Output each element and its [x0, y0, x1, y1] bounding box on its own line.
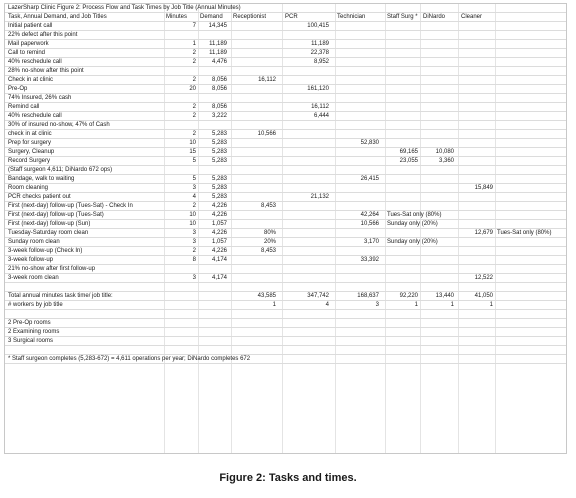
minutes-cell: 10	[189, 221, 196, 227]
table-row	[5, 49, 566, 58]
demand-cell: 4,174	[211, 257, 227, 263]
demand-cell: 5,283	[211, 185, 227, 191]
minutes-cell: 5	[192, 176, 196, 182]
minutes-cell: 3	[192, 230, 196, 236]
header-cleaner: Cleaner	[461, 14, 483, 20]
demand-cell: 14,345	[208, 23, 227, 29]
demand-cell: 8,056	[211, 104, 227, 110]
table-row	[5, 103, 566, 112]
table-row	[5, 85, 566, 94]
minutes-cell: 3	[192, 239, 196, 245]
table-row	[5, 319, 566, 328]
demand-cell: 5,283	[211, 158, 227, 164]
demand-cell: 5,283	[211, 176, 227, 182]
task-label: Initial patient call	[8, 23, 53, 29]
technician-cell: 26,415	[360, 176, 379, 182]
minutes-cell: 2	[192, 104, 196, 110]
task-label: Pre-Op	[8, 86, 28, 92]
technician-cell: 10,566	[360, 221, 379, 227]
table-row	[5, 256, 566, 265]
technician-cell: 52,830	[360, 140, 379, 146]
technician-cell: 168,637	[357, 293, 379, 299]
minutes-cell: 2	[192, 131, 196, 137]
table-row	[5, 328, 566, 337]
minutes-cell: 2	[192, 50, 196, 56]
receptionist-cell: 20%	[263, 239, 276, 245]
demand-cell: 11,189	[209, 41, 227, 47]
table-row	[5, 148, 566, 157]
table-row	[5, 166, 566, 175]
receptionist-cell: 8,453	[260, 203, 276, 209]
technician-cell: 3	[375, 302, 379, 308]
table-row	[5, 67, 566, 76]
table-row	[5, 229, 566, 238]
minutes-cell: 20	[189, 86, 196, 92]
table-row	[5, 94, 566, 103]
table-row	[5, 139, 566, 148]
cleaner-note: Tues-Sat only (80%)	[497, 230, 552, 236]
task-label: PCR checks patient out	[8, 194, 71, 200]
task-label: Total annual minutes task time/ job title:	[8, 293, 113, 299]
task-label: Sunday room clean	[8, 239, 60, 245]
task-label: Tuesday-Saturday room clean	[8, 230, 89, 236]
staff-surg-cell: 92,220	[399, 293, 418, 299]
pcr-cell: 161,120	[307, 86, 329, 92]
task-label: check in at clinic	[8, 131, 52, 137]
table-row	[5, 76, 566, 85]
task-label: 2 Pre-Op rooms	[8, 320, 51, 326]
demand-cell: 4,226	[211, 203, 227, 209]
pcr-cell: 4	[325, 302, 329, 308]
pcr-cell: 347,742	[307, 293, 329, 299]
table-row	[5, 220, 566, 229]
header-staff-surg: Staff Surg *	[387, 14, 418, 20]
table-row	[5, 355, 566, 364]
demand-cell: 8,056	[211, 77, 227, 83]
minutes-cell: 2	[192, 113, 196, 119]
task-label: Prep for surgery	[8, 140, 52, 146]
minutes-cell: 3	[192, 275, 196, 281]
minutes-cell: 2	[192, 203, 196, 209]
dinardo-cell: 3,360	[438, 158, 454, 164]
receptionist-cell: 80%	[263, 230, 276, 236]
task-label: * Staff surgeon completes (5,283-672) = 4,611 operations per year; DiNardo completes 672	[8, 356, 251, 362]
table-row	[5, 157, 566, 166]
header-demand: Demand	[200, 14, 223, 20]
demand-cell: 4,226	[211, 230, 227, 236]
table-row	[5, 40, 566, 49]
task-label: First (next-day) follow-up (Sun)	[8, 221, 91, 227]
staff-surg-cell: 23,055	[399, 158, 418, 164]
demand-cell: 1,057	[211, 239, 227, 245]
header-task: Task, Annual Demand, and Job Titles	[8, 14, 107, 20]
row-note: Tues-Sat only (80%)	[387, 212, 442, 218]
minutes-cell: 8	[192, 257, 196, 263]
table-row	[5, 274, 566, 283]
task-label: 3-week follow-up	[8, 257, 54, 263]
cleaner-cell: 15,849	[474, 185, 493, 191]
table-row	[5, 58, 566, 67]
table-row	[5, 130, 566, 139]
task-label: 40% reschedule call	[8, 59, 62, 65]
demand-cell: 4,476	[211, 59, 227, 65]
table-row	[5, 193, 566, 202]
table-row	[5, 337, 566, 346]
minutes-cell: 10	[189, 212, 196, 218]
cleaner-cell: 12,679	[474, 230, 493, 236]
table-row	[5, 292, 566, 301]
task-label: (Staff surgeon 4,611; DiNardo 672 ops)	[8, 167, 113, 173]
header-technician: Technician	[337, 14, 366, 20]
row-note: Sunday only (20%)	[387, 239, 438, 245]
receptionist-cell: 16,112	[258, 77, 276, 83]
demand-cell: 4,226	[211, 212, 227, 218]
demand-cell: 11,189	[209, 50, 227, 56]
task-label: 40% reschedule call	[8, 113, 62, 119]
pcr-cell: 22,378	[310, 50, 329, 56]
demand-cell: 5,283	[211, 194, 227, 200]
task-label: 74% Insured, 26% cash	[8, 95, 72, 101]
table-row	[5, 121, 566, 130]
table-row	[5, 175, 566, 184]
minutes-cell: 2	[192, 248, 196, 254]
task-label: Bandage, walk to waiting	[8, 176, 75, 182]
table-row	[5, 184, 566, 193]
cleaner-cell: 12,522	[474, 275, 493, 281]
minutes-cell: 2	[192, 77, 196, 83]
task-label: Record Surgery	[8, 158, 51, 164]
receptionist-cell: 8,453	[260, 248, 276, 254]
pcr-cell: 6,444	[313, 113, 329, 119]
task-label: Remind call	[8, 104, 40, 110]
demand-cell: 3,222	[211, 113, 227, 119]
task-label: 3-week follow-up (Check In)	[8, 248, 83, 254]
header-row	[5, 13, 566, 22]
receptionist-cell: 43,585	[257, 293, 276, 299]
demand-cell: 4,174	[211, 275, 227, 281]
header-minutes: Minutes	[166, 14, 188, 20]
spreadsheet	[4, 3, 567, 454]
task-label: Room cleaning	[8, 185, 49, 191]
minutes-cell: 5	[192, 158, 196, 164]
minutes-cell: 3	[192, 185, 196, 191]
pcr-cell: 100,415	[307, 23, 329, 29]
demand-cell: 1,057	[211, 221, 227, 227]
cleaner-cell: 41,050	[474, 293, 493, 299]
title-row	[5, 4, 566, 13]
dinardo-cell: 10,080	[435, 149, 454, 155]
row-note: Sunday only (20%)	[387, 221, 438, 227]
minutes-cell: 10	[189, 140, 196, 146]
task-label: 3 Surgical rooms	[8, 338, 54, 344]
table-row	[5, 265, 566, 274]
technician-cell: 42,264	[360, 212, 379, 218]
task-label: 28% no-show after this point	[8, 68, 84, 74]
header-receptionist: Receptionist	[233, 14, 267, 20]
table-row	[5, 31, 566, 40]
task-label: First (next-day) follow-up (Tues-Sat) - Check In	[8, 203, 133, 209]
receptionist-cell: 1	[272, 302, 276, 308]
pcr-cell: 11,189	[311, 41, 329, 47]
minutes-cell: 1	[192, 41, 196, 47]
minutes-cell: 2	[192, 59, 196, 65]
technician-cell: 3,170	[363, 239, 379, 245]
cleaner-cell: 1	[489, 302, 493, 308]
receptionist-cell: 10,566	[257, 131, 276, 137]
task-label: 30% of insured no-show, 47% of Cash	[8, 122, 110, 128]
table-row	[5, 238, 566, 247]
header-pcr: PCR	[285, 14, 298, 20]
table-row	[5, 202, 566, 211]
staff-surg-cell: 1	[414, 302, 418, 308]
demand-cell: 5,283	[211, 149, 227, 155]
table-row	[5, 22, 566, 31]
technician-cell: 33,392	[360, 257, 379, 263]
demand-cell: 4,226	[211, 248, 227, 254]
pcr-cell: 21,132	[310, 194, 329, 200]
demand-cell: 5,283	[211, 140, 227, 146]
task-label: Mail paperwork	[8, 41, 49, 47]
task-label: Call to remind	[8, 50, 46, 56]
demand-cell: 8,056	[211, 86, 227, 92]
task-label: 3-week room clean	[8, 275, 59, 281]
sheet-title: LazerSharp Clinic Figure 2: Process Flow and Task Times by Job Title (Annual Minutes)	[8, 5, 241, 11]
dinardo-cell: 1	[450, 302, 454, 308]
task-label: Surgery, Cleanup	[8, 149, 55, 155]
table-row	[5, 283, 566, 292]
table-row	[5, 247, 566, 256]
minutes-cell: 15	[189, 149, 196, 155]
table-row	[5, 301, 566, 310]
staff-surg-cell: 69,165	[399, 149, 418, 155]
task-label: 22% defect after this point	[8, 32, 78, 38]
table-row	[5, 211, 566, 220]
pcr-cell: 8,952	[313, 59, 329, 65]
table-row	[5, 346, 566, 355]
task-label: Check in at clinic	[8, 77, 54, 83]
task-label: First (next-day) follow-up (Tues-Sat)	[8, 212, 104, 218]
task-label: 2 Examining rooms	[8, 329, 60, 335]
task-label: # workers by job title	[8, 302, 63, 308]
minutes-cell: 7	[192, 23, 196, 29]
demand-cell: 5,283	[211, 131, 227, 137]
header-dinardo: DiNardo	[423, 14, 446, 20]
dinardo-cell: 13,440	[435, 293, 454, 299]
pcr-cell: 16,112	[311, 104, 329, 110]
minutes-cell: 4	[192, 194, 196, 200]
table-row	[5, 310, 566, 319]
task-label: 21% no-show after first follow-up	[8, 266, 96, 272]
figure-caption: Figure 2: Tasks and times.	[219, 472, 357, 484]
table-row	[5, 112, 566, 121]
